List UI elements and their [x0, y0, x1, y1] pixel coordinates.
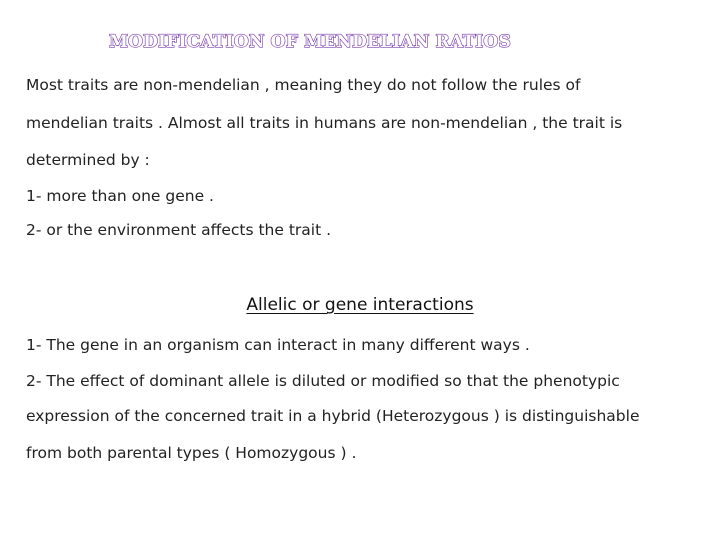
intro-list-item-1: 1- more than one gene . [26, 187, 214, 205]
intro-line-3: determined by : [26, 151, 150, 169]
intro-list-item-2: 2- or the environment affects the trait . [26, 221, 332, 239]
slide-title: MODIFICATION OF MENDELIAN RATIOS [109, 32, 511, 52]
intro-line-1: Most traits are non-mendelian , meaning they do not follow the rules of [26, 76, 581, 94]
section-list-item-2-line-3: from both parental types ( Homozygous ) . [26, 444, 357, 462]
section-list-item-1: 1- The gene in an organism can interact in many different ways . [26, 336, 530, 354]
section-list-item-2-line-1: 2- The effect of dominant allele is diluted or modified so that the phenotypic [26, 372, 620, 390]
intro-line-2: mendelian traits . Almost all traits in humans are non-mendelian , the trait is [26, 114, 623, 132]
section-list-item-2-line-2: expression of the concerned trait in a hybrid (Heterozygous ) is distinguishable [26, 407, 640, 425]
section-heading: Allelic or gene interactions [246, 295, 474, 315]
